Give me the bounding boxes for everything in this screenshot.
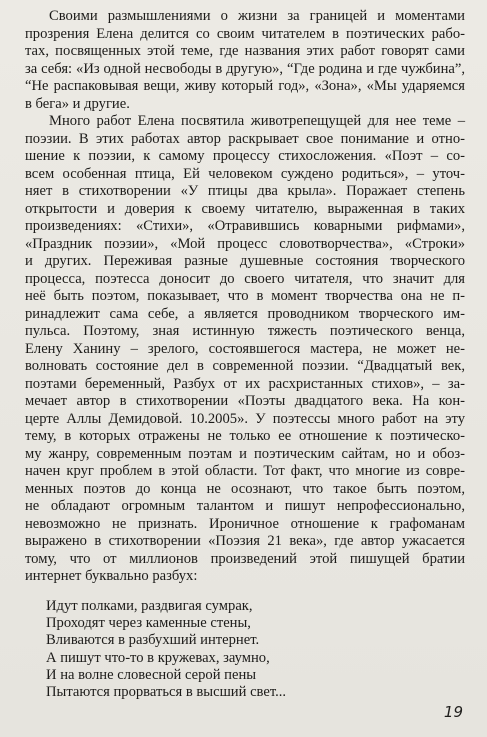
- text-line: «Праздник поэзии», «Мой процесс словотворчества», «Строки»: [25, 235, 465, 252]
- body-text: [25, 8, 465, 586]
- text-line: Елену Ханину – зрелого, состоявшегося мастера, не может не-: [25, 340, 465, 357]
- poem-line: И на волне словесной серой пены: [46, 666, 257, 683]
- text-line: интернет буквально разбух:: [25, 568, 198, 584]
- text-line: за себя: «Из одной несвободы в другую», “Где родина и где чужбина”,: [25, 60, 465, 77]
- text-line: церте Аллы Демидовой. 10.2005». У поэтессы много работ на эту: [25, 410, 465, 427]
- paragraph-1: [25, 8, 465, 113]
- text-line: тому, что от миллионов произведений этой пишущей братии: [25, 550, 465, 567]
- text-line: менных поэтов до конца не осознают, что такое быть поэтом,: [25, 480, 465, 497]
- poem-line: Вливаются в разбухший интернет.: [46, 632, 260, 649]
- text-line: прозрения Елена делится со своим читателем в поэтических рабо-: [25, 25, 465, 42]
- text-line: поэзии. В этих работах автор раскрывает свое понимание и отно-: [25, 130, 465, 147]
- text-line: процесса, поэтесса доносит до своего читателя, что значит для: [25, 270, 465, 287]
- text-line: невозможно не признать. Ироничное отношение к графоманам: [25, 515, 465, 532]
- text-line: и других. Переживая разные душевные состояния творческого: [25, 253, 465, 269]
- text-line: не обладают огромным талантом и пишут непрофессионально,: [25, 498, 465, 514]
- text-line: ринадлежит сама себе, а является проводником творческого им-: [25, 305, 465, 322]
- text-line: тах, посвященных этой теме, где названия этих работ говорят сами: [25, 43, 465, 59]
- poem-quote: [46, 598, 426, 701]
- poem-line: Идут полками, раздвигая сумрак,: [46, 598, 253, 614]
- text-line: произведениях: «Стихи», «Отравившись коварными рифмами»,: [25, 218, 465, 234]
- text-line: Своими размышлениями о жизни за границей и моментами: [49, 8, 465, 24]
- text-line: открытости и доверия к своему читателю, выраженная в таких: [25, 200, 465, 217]
- text-line: неё быть поэтом, показывает, что в момент творчества она не п-: [25, 288, 465, 304]
- text-line: шение к поэзии, к самому процессу стихосложения. «Поэт – со-: [25, 148, 465, 164]
- text-line: мечает автор в стихотворении «Поэты двадцатого века. На кон-: [25, 393, 465, 409]
- text-line: Много работ Елена посвятила животрепещущей для нее теме –: [49, 113, 465, 129]
- text-line: поэтами беременный, Разбух от их расхристанных стихов», – за-: [25, 375, 465, 392]
- text-line: му жанру, современным поэтам и поэтическим сайтам, но и обоз-: [25, 445, 465, 462]
- text-line: всем особенная птица, Ей человеком суждено родиться», – уточ-: [25, 165, 465, 182]
- poem-line: А пишут что-то в кружевах, заумно,: [46, 649, 270, 666]
- text-line: тему, в которых отражены не только ее отношение к поэтическо-: [25, 428, 465, 444]
- paragraph-2: [25, 113, 465, 586]
- text-line: выражено в стихотворении «Поэзия 21 века», где автор ужасается: [25, 533, 465, 549]
- text-line: начен круг проблем в этой области. Тот факт, что многие из совре-: [25, 463, 465, 479]
- text-line: пульса. Поэтому, зная истинную тяжесть поэтического венца,: [25, 323, 465, 339]
- poem-line: Проходят через каменные стены,: [46, 615, 251, 632]
- text-line: в бега» и другие.: [25, 95, 130, 112]
- text-line: няет в стихотворении «У птицы два крыла». Поражает степень: [25, 183, 465, 199]
- text-line: “Не распаковывая вещи, живу который год», «Зона», «Мы ударяемся: [25, 78, 465, 94]
- poem-line: Пытаются прорваться в высший свет...: [46, 684, 287, 701]
- text-line: волновать состояние дел в современной поэзии. “Двадцатый век,: [25, 358, 465, 374]
- page-number: 19: [443, 703, 463, 721]
